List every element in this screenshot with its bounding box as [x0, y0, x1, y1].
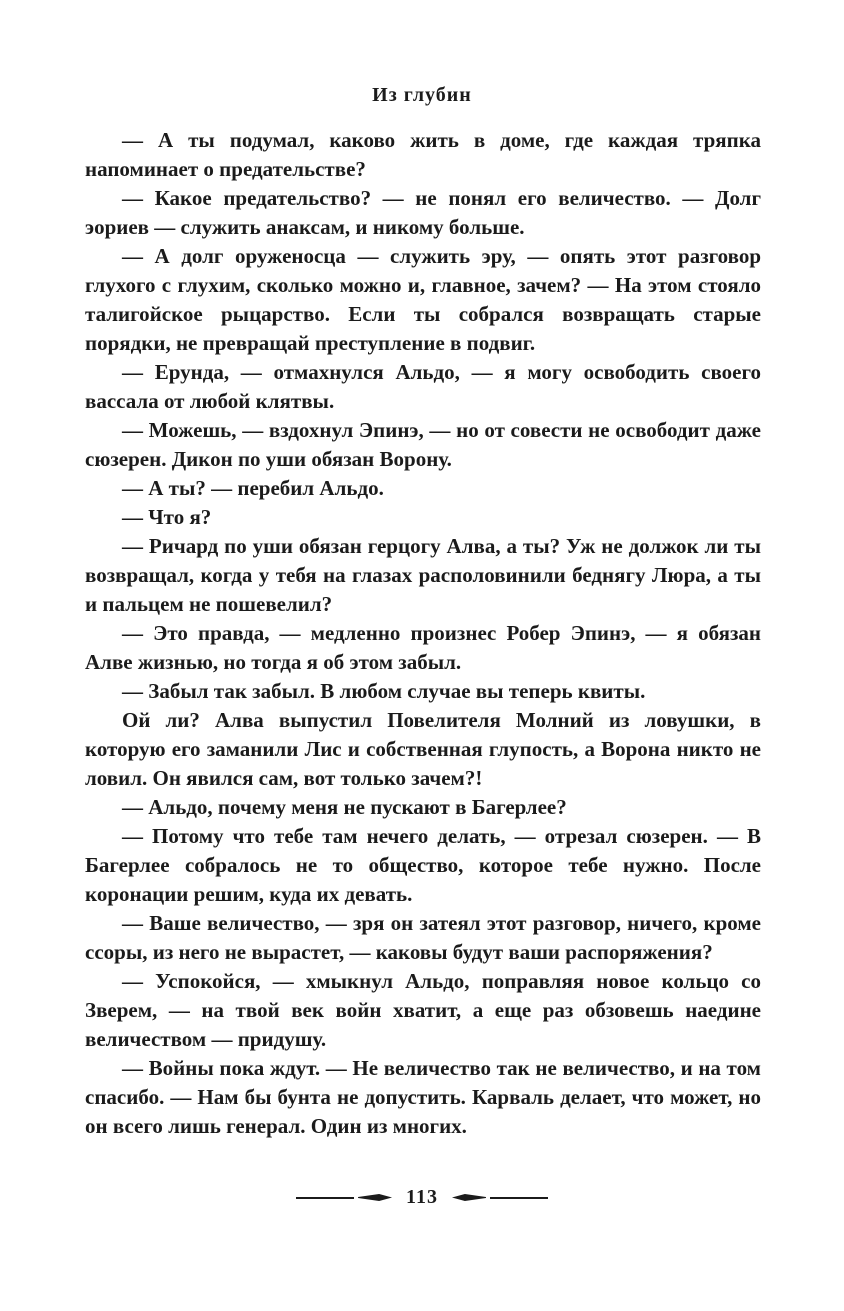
paragraph-11: Ой ли? Алва выпустил Повелителя Молний из ловушки, в которую его заманили Лис и собственная глупость, а Ворона никто не ловил. Он явился сам, вот только зачем?!	[85, 708, 761, 790]
paragraph-3: — А долг оруженосца — служить эру, — опять этот разговор глухого с глухим, сколько можно и, главное, зачем? — На этом стояло талигойское рыцарство. Если ты собрался возвращать старые порядки, не превращай преступление в подвиг.	[85, 244, 761, 355]
paragraph-8: — Ричард по уши обязан герцогу Алва, а ты? Уж не должок ли ты возвращал, когда у тебя на глазах располовинили беднягу Люра, а ты и пальцем не пошевелил?	[85, 534, 761, 616]
paragraph-4: — Ерунда, — отмахнулся Альдо, — я могу освободить своего вассала от любой клятвы.	[85, 360, 761, 413]
footer-ornament-right	[452, 1194, 548, 1201]
page-footer	[0, 1186, 844, 1209]
paragraph-13: — Потому что тебе там нечего делать, — отрезал сюзерен. — В Багерлее собралось не то общество, которое тебе нужно. После коронации решим, куда их девать.	[85, 824, 761, 906]
paragraph-2: — Какое предательство? — не понял его величество. — Долг эориев — служить анаксам, и никому больше.	[85, 186, 761, 239]
paragraph-7: — Что я?	[122, 505, 212, 529]
paragraph-6: — А ты? — перебил Альдо.	[122, 476, 384, 500]
page-body	[85, 126, 761, 1141]
paragraph-15: — Успокойся, — хмыкнул Альдо, поправляя новое кольцо со Зверем, — на твой век войн хватит, а еще раз обзовешь наедине величеством — придушу.	[85, 969, 761, 1051]
paragraph-16: — Войны пока ждут. — Не величество так не величество, и на том спасибо. — Нам бы бунта не допустить. Карваль делает, что может, но он всего лишь генерал. Один из многих.	[85, 1056, 761, 1138]
paragraph-14: — Ваше величество, — зря он затеял этот разговор, ничего, кроме ссоры, из него не вырастет, — каковы будут ваши распоряжения?	[85, 911, 761, 964]
paragraph-9: — Это правда, — медленно произнес Робер Эпинэ, — я обязан Алве жизнью, но тогда я об этом забыл.	[85, 621, 761, 674]
paragraph-1: — А ты подумал, каково жить в доме, где каждая тряпка напоминает о предательстве?	[85, 128, 761, 181]
paragraph-10: — Забыл так забыл. В любом случае вы теперь квиты.	[122, 679, 646, 703]
running-head: Из глубин	[372, 84, 472, 106]
page-number: 113	[406, 1186, 438, 1208]
footer-ornament-left	[296, 1194, 392, 1201]
paragraph-5: — Можешь, — вздохнул Эпинэ, — но от совести не освободит даже сюзерен. Дикон по уши обязан Ворону.	[85, 418, 761, 471]
paragraph-12: — Альдо, почему меня не пускают в Багерлее?	[122, 795, 567, 819]
